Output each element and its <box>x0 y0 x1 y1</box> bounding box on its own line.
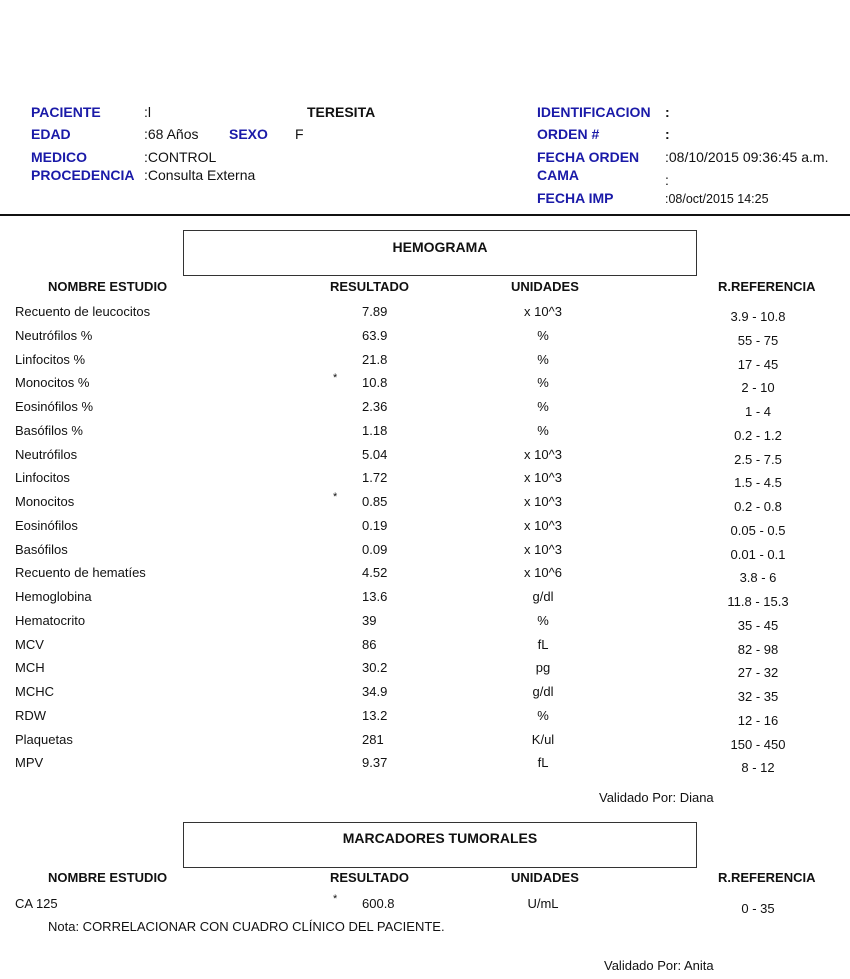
study-name: CA 125 <box>15 896 58 911</box>
result-value: 1.18 <box>362 422 388 438</box>
result-value: 0.19 <box>362 517 388 533</box>
reference-range: 0.2 - 0.8 <box>734 499 782 514</box>
study-name: Hematocrito <box>15 612 86 628</box>
study-name: Recuento de hematíes <box>15 565 146 581</box>
unit-value: g/dl <box>532 589 554 604</box>
result-value: 1.72 <box>362 470 388 486</box>
unit-value: x 10^3 <box>524 541 562 557</box>
fecha-orden-label: FECHA ORDEN <box>537 149 640 165</box>
unit-value: % <box>537 375 549 391</box>
medico-label: MEDICO <box>31 149 87 165</box>
abnormal-flag: * <box>333 893 338 905</box>
reference-range: 2 - 10 <box>741 380 775 396</box>
reference-range: 0.01 - 0.1 <box>730 546 786 562</box>
result-value: 7.89 <box>362 304 388 319</box>
result-value: 34.9 <box>362 684 388 699</box>
reference-range: 150 - 450 <box>730 736 786 752</box>
table-row <box>0 708 850 728</box>
result-value: 2.36 <box>362 399 388 414</box>
table-row <box>0 565 850 585</box>
study-name: MCH <box>15 660 45 676</box>
col-unidades-2: UNIDADES <box>511 870 579 885</box>
col-referencia: R.REFERENCIA <box>718 279 816 294</box>
marcadores-title-box <box>183 822 697 868</box>
unit-value: U/mL <box>527 896 559 911</box>
result-value: 86 <box>362 636 377 652</box>
reference-range: 0 - 35 <box>741 901 775 916</box>
table-row <box>0 589 850 609</box>
study-name: Hemoglobina <box>15 589 92 604</box>
table-row <box>0 470 850 490</box>
table-row <box>0 755 850 775</box>
unit-value: % <box>537 612 549 628</box>
table-row <box>0 372 850 396</box>
reference-range: 1 - 4 <box>744 404 771 419</box>
reference-range: 35 - 45 <box>737 617 779 633</box>
study-name: MCHC <box>15 684 54 699</box>
header-divider <box>0 214 850 216</box>
paciente-label: PACIENTE <box>31 104 101 120</box>
result-value: 10.8 <box>362 375 388 391</box>
reference-range: 3.9 - 10.8 <box>730 309 786 324</box>
study-name: Linfocitos % <box>15 351 86 367</box>
unit-value: fL <box>537 636 549 652</box>
result-value: 13.6 <box>362 589 388 604</box>
study-name: MPV <box>15 755 44 771</box>
reference-range: 2.5 - 7.5 <box>734 451 782 467</box>
reference-range: 17 - 45 <box>737 356 779 372</box>
sexo-value: F <box>295 126 304 142</box>
col-nombre-estudio: NOMBRE ESTUDIO <box>48 279 168 294</box>
col-nombre-estudio-2: NOMBRE ESTUDIO <box>48 870 168 885</box>
result-value: 4.52 <box>362 565 388 581</box>
table-row <box>0 328 850 348</box>
study-name: Basófilos <box>15 541 68 557</box>
hemograma-validated: Validado Por: Diana <box>599 790 714 805</box>
table-row <box>0 637 850 657</box>
unit-value: fL <box>537 755 549 771</box>
unit-value: x 10^3 <box>524 446 562 462</box>
table-row <box>0 447 850 467</box>
result-value: 0.85 <box>362 494 388 509</box>
edad-label: EDAD <box>31 126 71 142</box>
unit-value: x 10^6 <box>524 565 562 581</box>
unit-value: x 10^3 <box>524 494 562 509</box>
patient-name: TERESITA <box>307 104 376 120</box>
reference-range: 12 - 16 <box>737 712 779 728</box>
table-row <box>0 399 850 419</box>
col-resultado-2: RESULTADO <box>330 870 409 885</box>
study-name: RDW <box>15 707 47 723</box>
col-referencia-2: R.REFERENCIA <box>718 870 816 885</box>
study-name: Neutrófilos <box>15 446 78 462</box>
identificacion-value: : <box>665 104 670 120</box>
col-unidades: UNIDADES <box>511 279 579 294</box>
result-value: 30.2 <box>362 660 388 676</box>
fecha-imp-value: :08/oct/2015 14:25 <box>665 192 769 206</box>
result-value: 5.04 <box>362 446 388 462</box>
result-value: 9.37 <box>362 755 388 771</box>
study-name: MCV <box>15 636 44 652</box>
reference-range: 1.5 - 4.5 <box>734 475 782 491</box>
unit-value: % <box>537 422 549 438</box>
table-row <box>0 304 850 324</box>
result-value: 281 <box>362 731 384 747</box>
orden-label: ORDEN # <box>537 126 600 142</box>
table-row <box>0 613 850 633</box>
orden-value: : <box>665 126 670 142</box>
study-name: Linfocitos <box>15 470 70 486</box>
study-name: Basófilos % <box>15 422 83 438</box>
hemograma-title: HEMOGRAMA <box>392 239 488 255</box>
unit-value: % <box>537 327 549 343</box>
unit-value: x 10^3 <box>524 517 562 533</box>
unit-value: % <box>537 399 549 414</box>
unit-value: % <box>537 707 549 723</box>
table-row <box>0 684 850 704</box>
reference-range: 27 - 32 <box>737 665 779 681</box>
reference-range: 0.05 - 0.5 <box>730 522 786 538</box>
sexo-label: SEXO <box>229 126 268 142</box>
procedencia-value: :Consulta Externa <box>144 167 256 183</box>
abnormal-flag: * <box>333 491 338 503</box>
table-row <box>0 542 850 562</box>
reference-range: 11.8 - 15.3 <box>727 594 789 609</box>
fecha-orden-value: :08/10/2015 09:36:45 a.m. <box>665 149 829 165</box>
table-row <box>0 423 850 443</box>
study-name: Recuento de leucocitos <box>15 304 151 319</box>
study-name: Monocitos % <box>15 375 90 391</box>
unit-value: % <box>537 351 549 367</box>
table-row <box>0 352 850 372</box>
result-value: 39 <box>362 612 377 628</box>
edad-value: :68 Años <box>144 126 199 142</box>
table-row <box>0 491 850 514</box>
table-row <box>0 732 850 752</box>
medico-value: :CONTROL <box>144 149 217 165</box>
reference-range: 0.2 - 1.2 <box>734 427 782 443</box>
reference-range: 3.8 - 6 <box>739 570 777 586</box>
result-value: 600.8 <box>362 896 395 911</box>
cama-label: CAMA <box>537 167 579 183</box>
unit-value: x 10^3 <box>524 470 562 486</box>
reference-range: 55 - 75 <box>737 332 779 348</box>
identificacion-label: IDENTIFICACION <box>537 104 651 120</box>
result-value: 0.09 <box>362 541 388 557</box>
clinical-note: Nota: CORRELACIONAR CON CUADRO CLÍNICO DEL PACIENTE. <box>48 919 445 934</box>
study-name: Neutrófilos % <box>15 327 93 343</box>
unit-value: g/dl <box>532 684 554 699</box>
abnormal-flag: * <box>333 372 338 385</box>
cama-value: : <box>665 172 669 188</box>
marcadores-title: MARCADORES TUMORALES <box>342 830 538 846</box>
table-row <box>0 893 850 916</box>
study-name: Monocitos <box>15 494 75 509</box>
marcadores-validated: Validado Por: Anita <box>604 958 714 973</box>
result-value: 21.8 <box>362 351 388 367</box>
hemograma-title-box <box>183 230 697 276</box>
result-value: 13.2 <box>362 707 388 723</box>
study-name: Eosinófilos % <box>15 399 94 414</box>
table-row <box>0 518 850 538</box>
fecha-imp-label: FECHA IMP <box>537 190 614 206</box>
procedencia-label: PROCEDENCIA <box>31 167 135 183</box>
col-resultado: RESULTADO <box>330 279 409 294</box>
reference-range: 82 - 98 <box>737 641 779 657</box>
unit-value: x 10^3 <box>524 304 562 319</box>
reference-range: 8 - 12 <box>741 760 775 776</box>
unit-value: K/ul <box>531 731 555 747</box>
study-name: Plaquetas <box>15 731 73 747</box>
study-name: Eosinófilos <box>15 517 78 533</box>
unit-value: pg <box>535 660 551 676</box>
table-row <box>0 660 850 680</box>
paciente-colon: :l <box>144 104 151 120</box>
reference-range: 32 - 35 <box>737 689 779 704</box>
result-value: 63.9 <box>362 327 388 343</box>
